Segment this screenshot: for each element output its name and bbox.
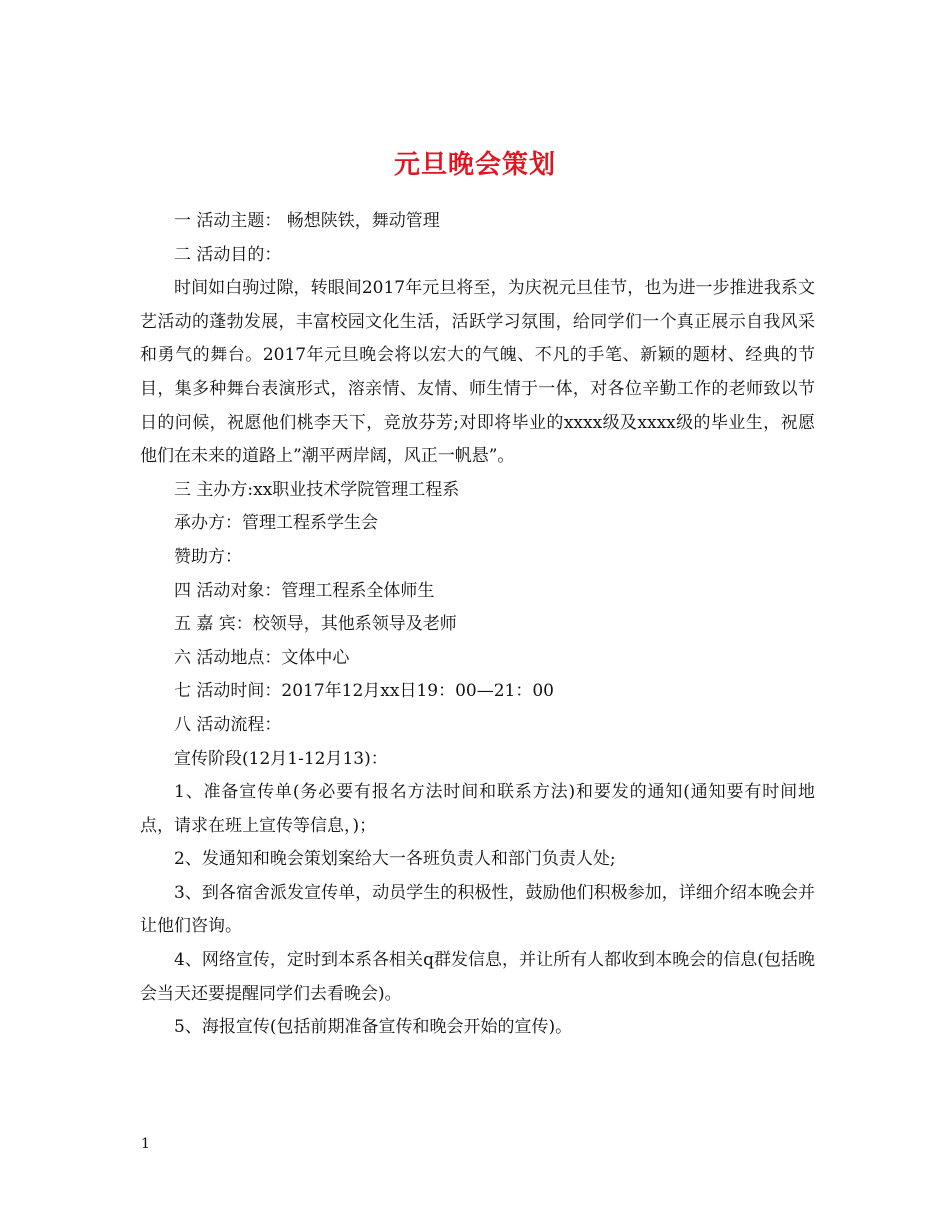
step-item: 2、发通知和晚会策划案给大一各班负责人和部门负责人处; [174,849,616,870]
theme-line: 一 活动主题： 畅想陕铁，舞动管理 [174,211,440,231]
process-heading: 八 活动流程： [174,714,282,735]
purpose-heading: 二 活动目的： [174,244,282,265]
step-item: 4、网络宣传，定时到本系各相关q群发信息，并让所有人都收到本晚会的信息(包括晚会当天还要提醒同学们去看晚会)。 [140,950,815,1004]
purpose-paragraph: 时间如白驹过隙，转眼间2017年元旦将至，为庆祝元旦佳节，也为进一步推进我系文艺活动的蓬勃发展，丰富校园文化生活，活跃学习氛围，给同学们一个真正展示自我风采和勇气的舞台。2017年元旦晚会将以宏大的气魄、不凡的手笔、新颖的题材、经典的节目，集多种舞台表演形式，溶亲情、友情、师生情于一体，对各位辛勤工作的老师致以节日的问候，祝愿他们桃李天下，竞放芬芳;对即将毕业的xxxx级及xxxx级的毕业生，祝愿他们在未来的道路上”潮平两岸阔，风正一帆悬”。 [140,278,815,467]
time-line: 七 活动时间：2017年12月xx日19：00—21：00 [174,681,555,702]
audience-line: 四 活动对象：管理工程系全体师生 [174,580,435,601]
step-item: 1、准备宣传单(务必要有报名方法时间和联系方法)和要发的通知(通知要有时间地点，请求在班上宣传等信息，)； [140,782,815,836]
guests-line: 五 嘉 宾：校领导，其他系领导及老师 [174,614,457,635]
step-item: 5、海报宣传(包括前期准备宣传和晚会开始的宣传)。 [174,1017,573,1038]
sponsor-line: 赞助方： [174,546,242,567]
organizer-line: 三 主办方:xx职业技术学院管理工程系 [174,479,460,500]
page-number: 1 [141,1136,150,1152]
venue-line: 六 活动地点：文体中心 [174,647,350,668]
document-title: 元旦晚会策划 [393,150,556,181]
step-item: 3、到各宿舍派发宣传单，动员学生的积极性，鼓励他们积极参加，详细介绍本晚会并让他们咨询。 [140,882,815,937]
co-organizer-line: 承办方：管理工程系学生会 [174,513,378,534]
document-body [140,205,815,1045]
publicity-stage-line: 宣传阶段(12月1-12月13)： [174,748,388,769]
